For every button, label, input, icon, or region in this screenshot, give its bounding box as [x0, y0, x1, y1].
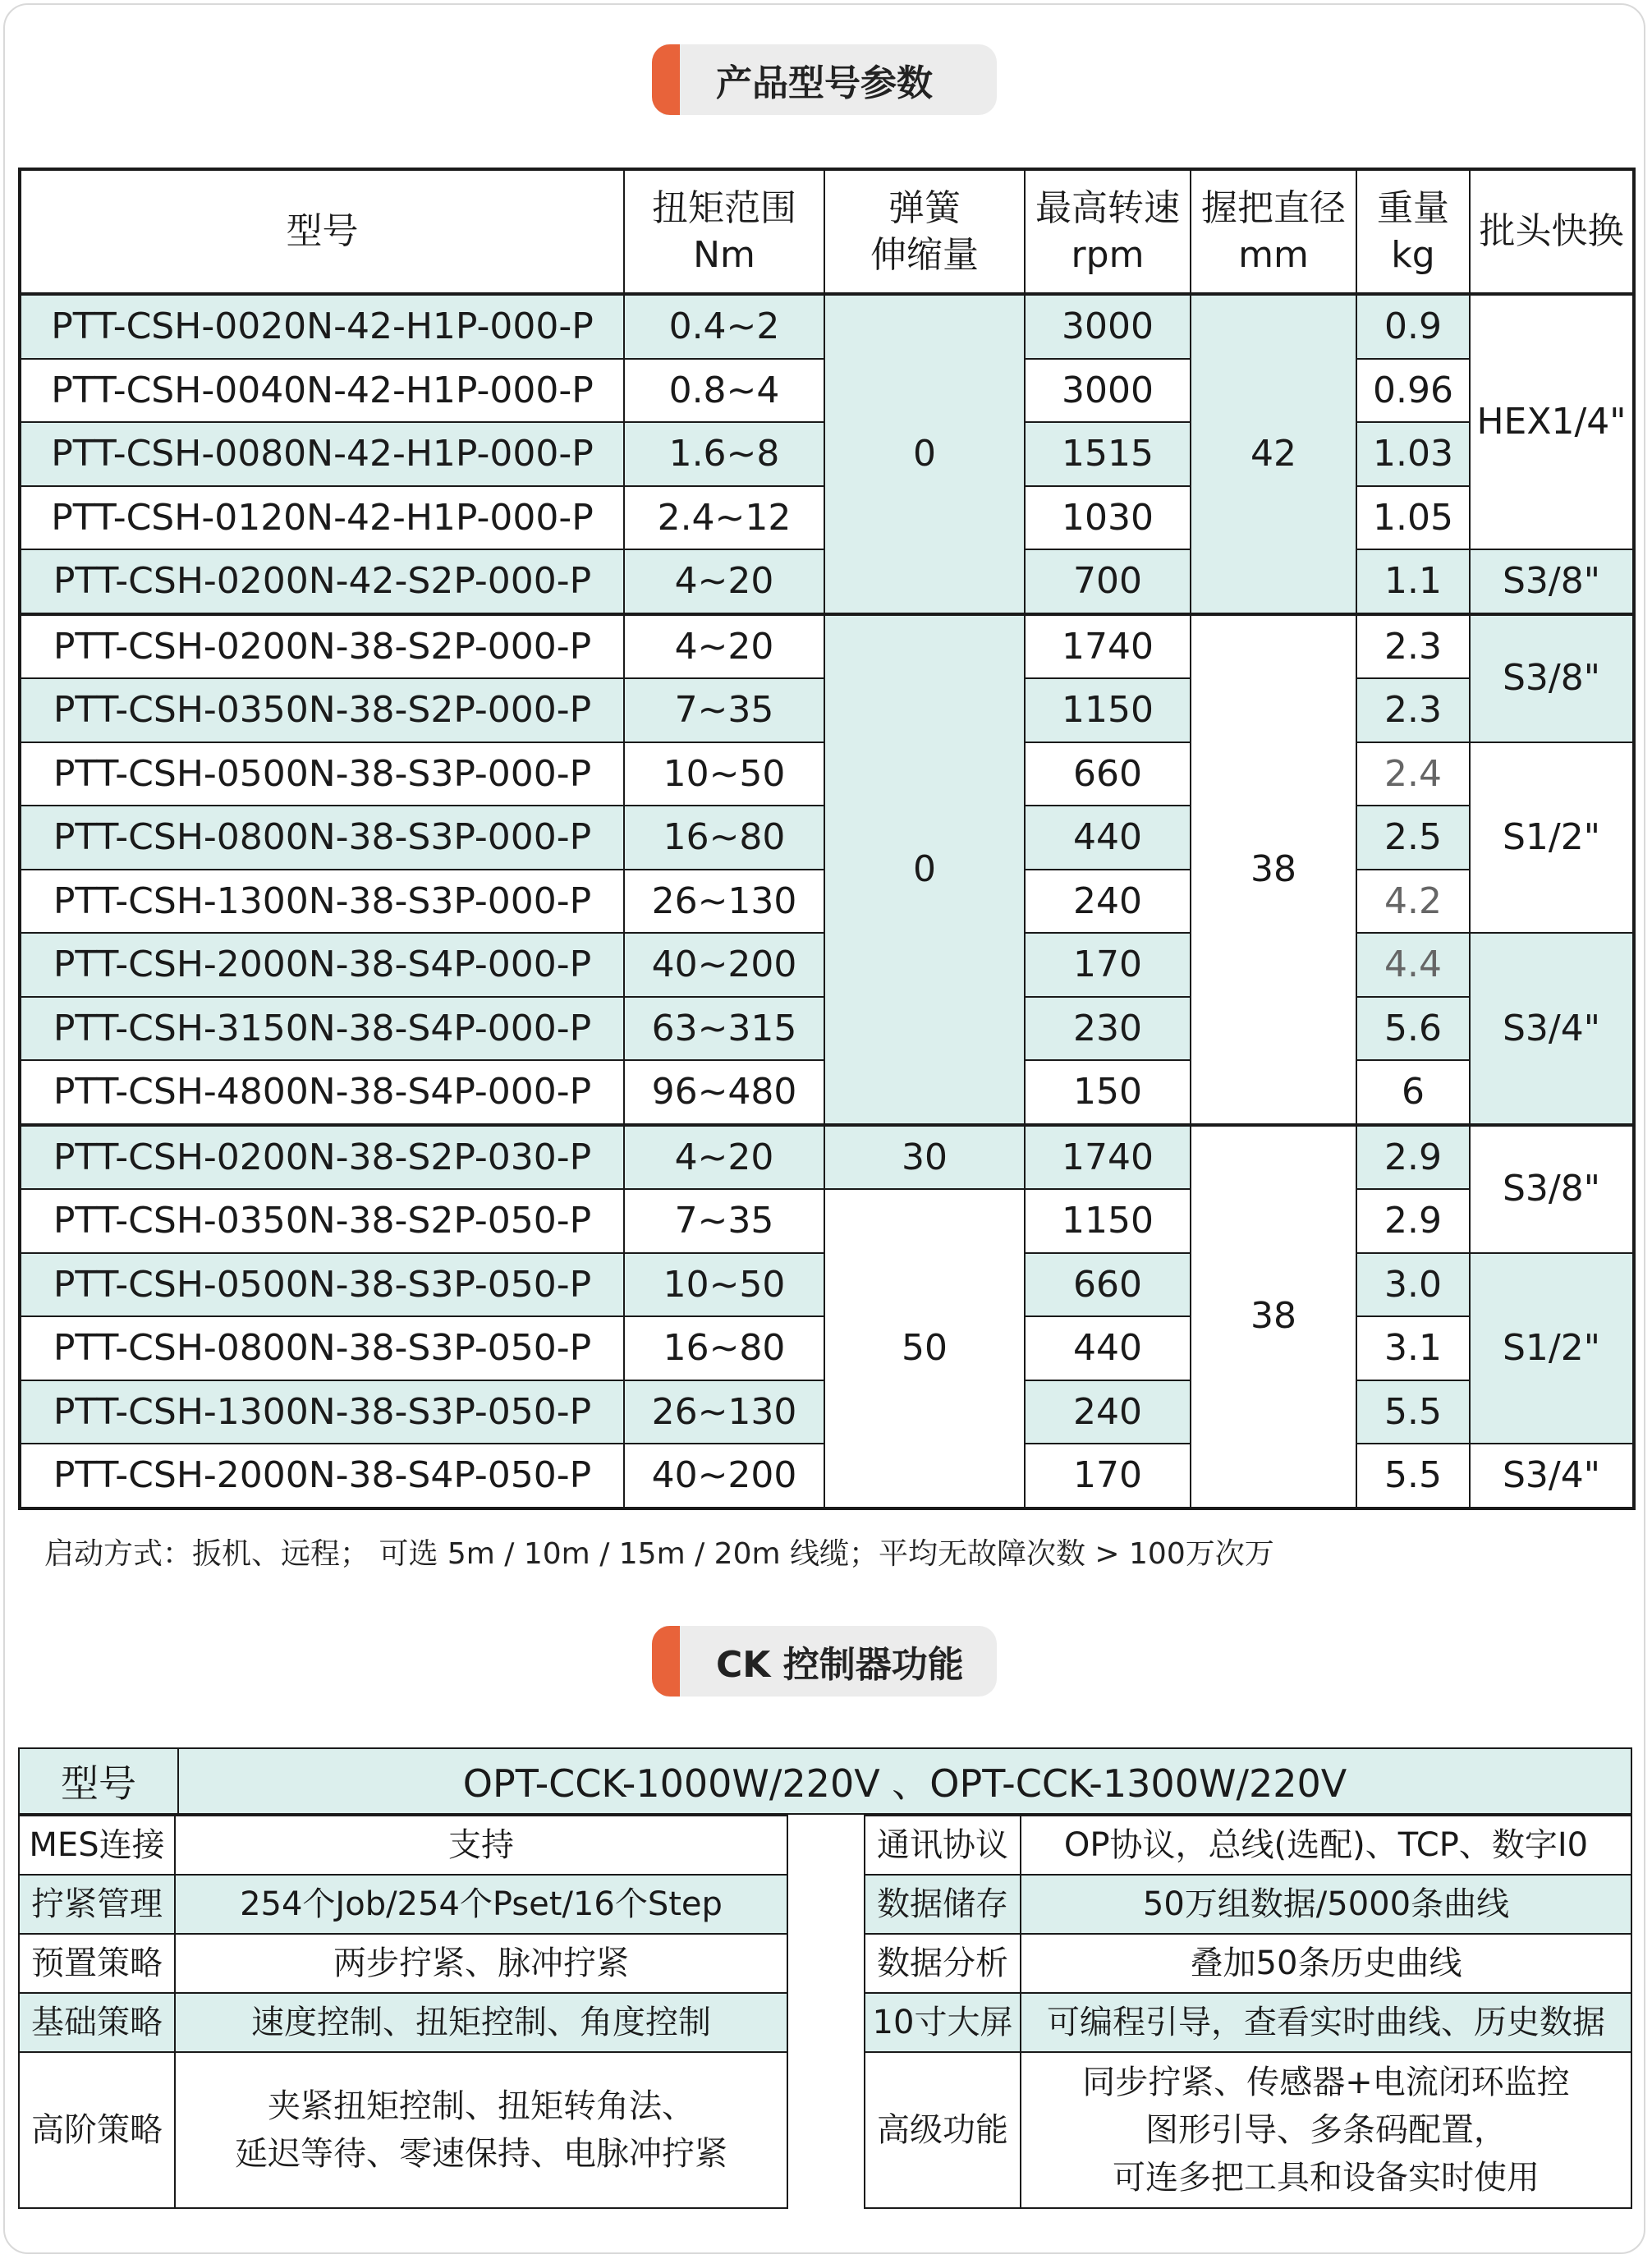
- cell-model: PTT-CSH-1300N-38-S3P-050-P: [20, 1380, 624, 1444]
- header-speed: 最高转速 rpm: [1025, 169, 1191, 294]
- section-title-controller: [663, 1626, 997, 1697]
- cell-model: PTT-CSH-0200N-38-S2P-030-P: [20, 1125, 624, 1190]
- feature-label: 高级功能: [865, 2052, 1021, 2208]
- cell-torque: 4~20: [624, 614, 824, 679]
- cell-weight: 1.03: [1356, 422, 1470, 486]
- cell-speed: 1740: [1025, 614, 1191, 679]
- cell-torque: 40~200: [624, 1444, 824, 1508]
- cell-torque: 63~315: [624, 997, 824, 1061]
- cell-bit: S3/8": [1470, 1125, 1634, 1253]
- header-weight: 重量 kg: [1356, 169, 1470, 294]
- feature-value: 可编程引导，查看实时曲线、历史数据: [1021, 1993, 1631, 2052]
- controller-model-value: OPT-CCK-1000W/220V 、OPT-CCK-1300W/220V: [178, 1748, 1631, 1814]
- cell-model: PTT-CSH-4800N-38-S4P-000-P: [20, 1060, 624, 1125]
- cell-torque: 40~200: [624, 933, 824, 997]
- header-bit: 批头快换: [1470, 169, 1634, 294]
- cell-bit: S1/2": [1470, 742, 1634, 934]
- cell-weight: 6: [1356, 1060, 1470, 1125]
- cell-model: PTT-CSH-0020N-42-H1P-000-P: [20, 294, 624, 359]
- cell-speed: 240: [1025, 1380, 1191, 1444]
- cell-bit: HEX1/4": [1470, 294, 1634, 549]
- cell-weight: 4.2: [1356, 870, 1470, 934]
- cell-speed: 1515: [1025, 422, 1191, 486]
- cell-model: PTT-CSH-0120N-42-H1P-000-P: [20, 486, 624, 550]
- header-torque: 扭矩范围 Nm: [624, 169, 824, 294]
- cell-model: PTT-CSH-0500N-38-S3P-000-P: [20, 742, 624, 806]
- feature-label: 10寸大屏: [865, 1993, 1021, 2052]
- table-row: [20, 1189, 1634, 1253]
- table-row: [19, 1816, 787, 1875]
- controller-features-left: [18, 1815, 788, 2209]
- cell-speed: 170: [1025, 1444, 1191, 1508]
- feature-label: 预置策略: [19, 1934, 175, 1993]
- cell-weight: 5.6: [1356, 997, 1470, 1061]
- table-row: [19, 1748, 1631, 1814]
- controller-features-right: [864, 1815, 1632, 2209]
- cell-model: PTT-CSH-0350N-38-S2P-000-P: [20, 678, 624, 742]
- cell-model: PTT-CSH-1300N-38-S3P-000-P: [20, 870, 624, 934]
- header-grip: 握把直径 mm: [1191, 169, 1356, 294]
- cell-speed: 440: [1025, 1316, 1191, 1380]
- cell-speed: 1150: [1025, 1189, 1191, 1253]
- cell-weight: 3.0: [1356, 1253, 1470, 1317]
- cell-speed: 1150: [1025, 678, 1191, 742]
- cell-weight: 1.1: [1356, 549, 1470, 614]
- cell-weight: 2.5: [1356, 806, 1470, 870]
- cell-weight: 0.9: [1356, 294, 1470, 359]
- table-row: [20, 614, 1634, 679]
- cell-spring: 30: [824, 1125, 1025, 1190]
- cell-torque: 7~35: [624, 678, 824, 742]
- cell-model: PTT-CSH-0800N-38-S3P-000-P: [20, 806, 624, 870]
- cell-spring: 0: [824, 614, 1025, 1125]
- cell-weight: 1.05: [1356, 486, 1470, 550]
- table-row: [19, 1934, 787, 1993]
- cell-bit: S3/8": [1470, 549, 1634, 614]
- cell-model: PTT-CSH-0500N-38-S3P-050-P: [20, 1253, 624, 1317]
- cell-speed: 440: [1025, 806, 1191, 870]
- cell-model: PTT-CSH-3150N-38-S4P-000-P: [20, 997, 624, 1061]
- table-row: [20, 294, 1634, 359]
- cell-weight: 0.96: [1356, 359, 1470, 423]
- cell-model: PTT-CSH-0800N-38-S3P-050-P: [20, 1316, 624, 1380]
- cell-torque: 10~50: [624, 742, 824, 806]
- feature-value: 叠加50条历史曲线: [1021, 1934, 1631, 1993]
- feature-value: 两步拧紧、脉冲拧紧: [175, 1934, 787, 1993]
- cell-torque: 2.4~12: [624, 486, 824, 550]
- cell-weight: 5.5: [1356, 1380, 1470, 1444]
- controller-model-row: [18, 1747, 1632, 1815]
- cell-torque: 4~20: [624, 1125, 824, 1190]
- cell-weight: 2.3: [1356, 614, 1470, 679]
- cell-speed: 1740: [1025, 1125, 1191, 1190]
- cell-spring: 0: [824, 294, 1025, 614]
- cell-speed: 1030: [1025, 486, 1191, 550]
- cell-speed: 230: [1025, 997, 1191, 1061]
- startup-note: 启动方式：扳机、远程； 可选 5m / 10m / 15m / 20m 线缆；平均无故障次数 > 100万次万: [44, 1537, 1274, 1571]
- cell-speed: 3000: [1025, 359, 1191, 423]
- cell-model: PTT-CSH-2000N-38-S4P-050-P: [20, 1444, 624, 1508]
- cell-torque: 1.6~8: [624, 422, 824, 486]
- header-model: 型号: [20, 169, 624, 294]
- product-spec-table: [18, 168, 1636, 1510]
- section-title-product: [663, 44, 997, 115]
- table-row: [19, 1993, 787, 2052]
- cell-speed: 150: [1025, 1060, 1191, 1125]
- cell-bit: S3/8": [1470, 614, 1634, 742]
- header-spring: 弹簧 伸缩量: [824, 169, 1025, 294]
- cell-weight: 2.9: [1356, 1125, 1470, 1190]
- feature-label: 通讯协议: [865, 1816, 1021, 1875]
- feature-value: 速度控制、扭矩控制、角度控制: [175, 1993, 787, 2052]
- cell-weight: 2.4: [1356, 742, 1470, 806]
- cell-bit: S3/4": [1470, 1444, 1634, 1508]
- cell-weight: 5.5: [1356, 1444, 1470, 1508]
- feature-label: 高阶策略: [19, 2052, 175, 2208]
- cell-grip: 38: [1191, 614, 1356, 1125]
- cell-torque: 16~80: [624, 806, 824, 870]
- cell-weight: 2.9: [1356, 1189, 1470, 1253]
- table-row: [19, 2052, 787, 2208]
- feature-label: 基础策略: [19, 1993, 175, 2052]
- feature-label: 数据分析: [865, 1934, 1021, 1993]
- cell-torque: 7~35: [624, 1189, 824, 1253]
- cell-torque: 26~130: [624, 1380, 824, 1444]
- cell-model: PTT-CSH-0040N-42-H1P-000-P: [20, 359, 624, 423]
- table-row: [865, 1993, 1631, 2052]
- table-row: [865, 1816, 1631, 1875]
- cell-grip: 38: [1191, 1125, 1356, 1508]
- table-row: [865, 1875, 1631, 1934]
- cell-speed: 660: [1025, 742, 1191, 806]
- cell-torque: 4~20: [624, 549, 824, 614]
- feature-value: 50万组数据/5000条曲线: [1021, 1875, 1631, 1934]
- table-row: [20, 1125, 1634, 1190]
- cell-grip: 42: [1191, 294, 1356, 614]
- cell-torque: 10~50: [624, 1253, 824, 1317]
- cell-weight: 3.1: [1356, 1316, 1470, 1380]
- table-row: [19, 1875, 787, 1934]
- cell-model: PTT-CSH-0350N-38-S2P-050-P: [20, 1189, 624, 1253]
- feature-value: 同步拧紧、传感器+电流闭环监控 图形引导、多条码配置， 可连多把工具和设备实时使用: [1021, 2052, 1631, 2208]
- feature-label: 拧紧管理: [19, 1875, 175, 1934]
- cell-spring: 50: [824, 1189, 1025, 1508]
- cell-torque: 26~130: [624, 870, 824, 934]
- controller-model-label: 型号: [19, 1748, 178, 1814]
- section-title-text: 产品型号参数: [716, 62, 933, 104]
- feature-value: 支持: [175, 1816, 787, 1875]
- cell-torque: 16~80: [624, 1316, 824, 1380]
- cell-weight: 2.3: [1356, 678, 1470, 742]
- cell-model: PTT-CSH-2000N-38-S4P-000-P: [20, 933, 624, 997]
- cell-torque: 96~480: [624, 1060, 824, 1125]
- feature-label: MES连接: [19, 1816, 175, 1875]
- cell-bit: S3/4": [1470, 933, 1634, 1125]
- feature-label: 数据储存: [865, 1875, 1021, 1934]
- cell-weight: 4.4: [1356, 933, 1470, 997]
- cell-model: PTT-CSH-0080N-42-H1P-000-P: [20, 422, 624, 486]
- table-row: [865, 1934, 1631, 1993]
- cell-speed: 660: [1025, 1253, 1191, 1317]
- feature-value: 254个Job/254个Pset/16个Step: [175, 1875, 787, 1934]
- feature-value: 夹紧扭矩控制、扭矩转角法、 延迟等待、零速保持、电脉冲拧紧: [175, 2052, 787, 2208]
- cell-model: PTT-CSH-0200N-38-S2P-000-P: [20, 614, 624, 679]
- cell-bit: S1/2": [1470, 1253, 1634, 1444]
- table-header-row: [20, 169, 1634, 294]
- cell-torque: 0.8~4: [624, 359, 824, 423]
- cell-speed: 3000: [1025, 294, 1191, 359]
- cell-model: PTT-CSH-0200N-42-S2P-000-P: [20, 549, 624, 614]
- cell-speed: 170: [1025, 933, 1191, 997]
- table-row: [865, 2052, 1631, 2208]
- feature-value: OP协议，总线(选配)、TCP、数字I0: [1021, 1816, 1631, 1875]
- cell-speed: 700: [1025, 549, 1191, 614]
- section-title-text: CK 控制器功能: [716, 1644, 964, 1686]
- cell-torque: 0.4~2: [624, 294, 824, 359]
- cell-speed: 240: [1025, 870, 1191, 934]
